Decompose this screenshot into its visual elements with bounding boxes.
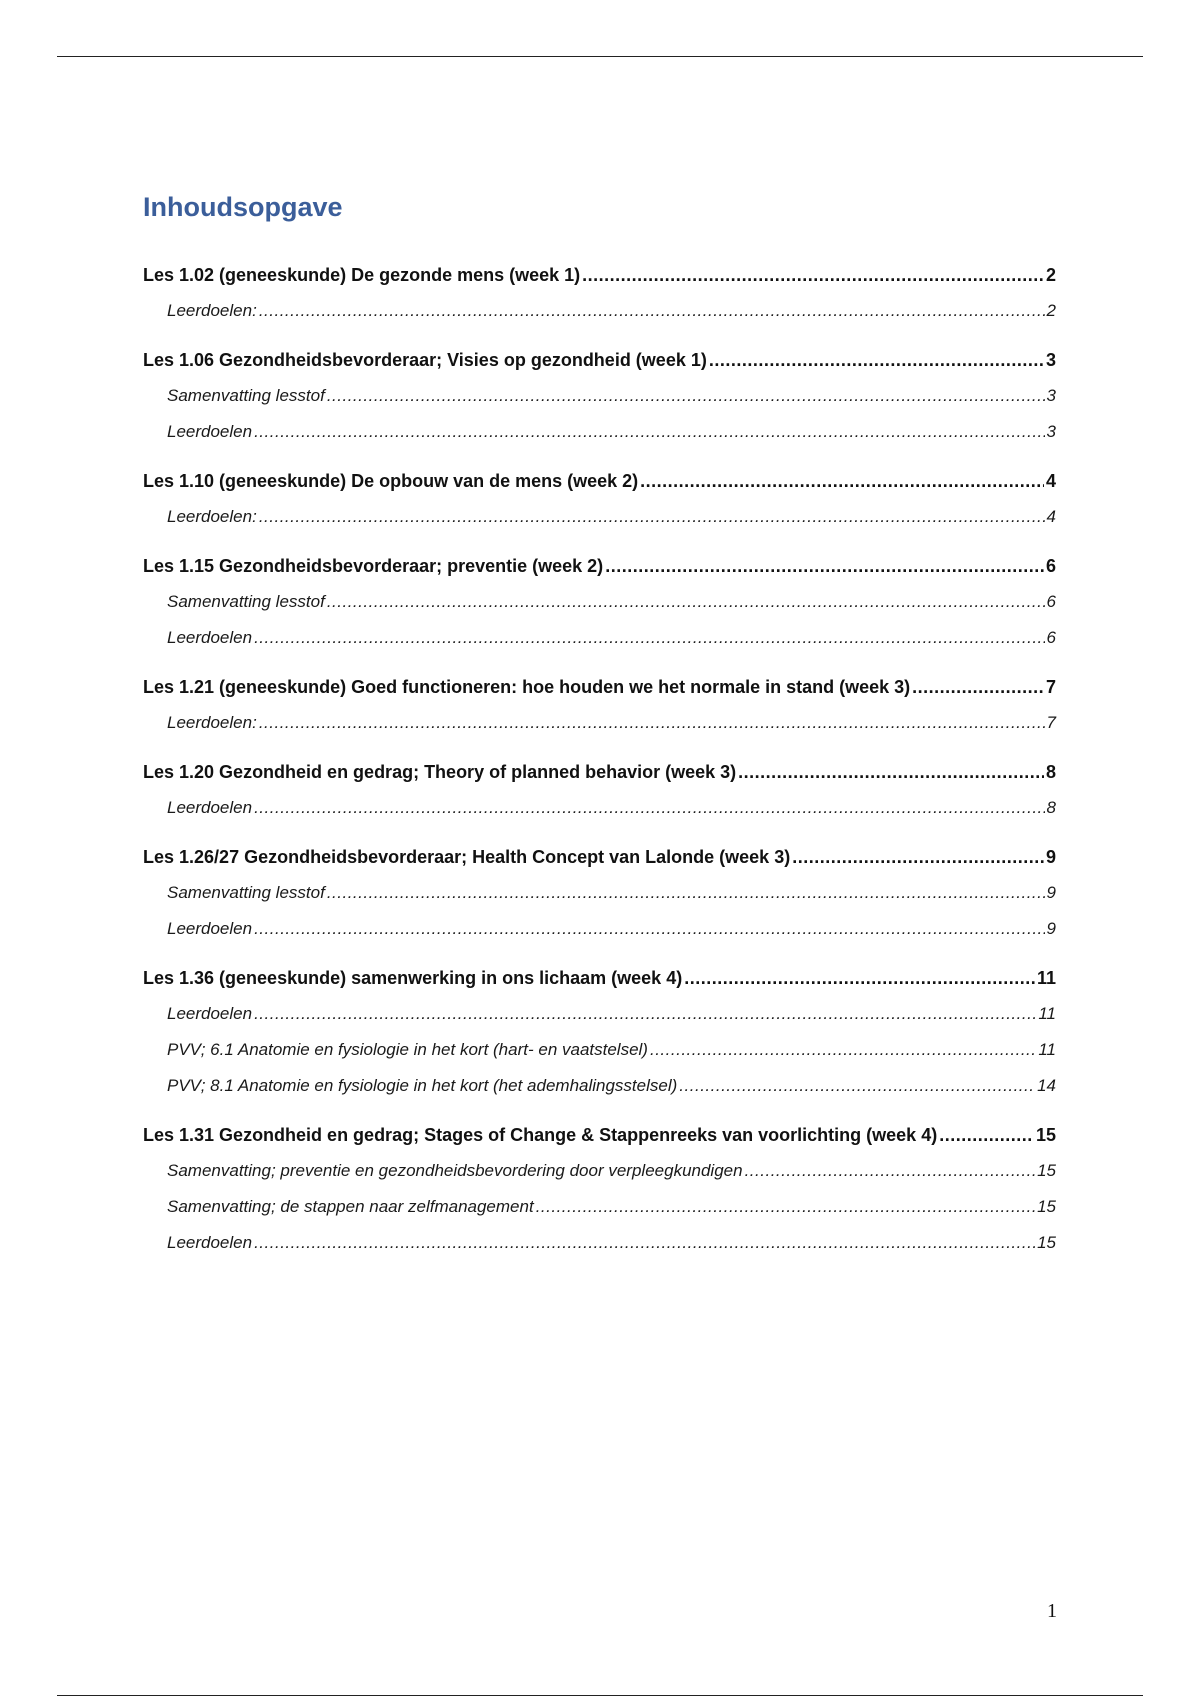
toc-section-entry[interactable] xyxy=(143,257,1056,293)
footer-rule xyxy=(57,1695,1143,1696)
toc-section-entry[interactable] xyxy=(143,754,1056,790)
toc-entry-label: Les 1.06 Gezondheidsbevorderaar; Visies op gezondheid (week 1) xyxy=(143,350,707,370)
toc-entry-label: Leerdoelen xyxy=(167,628,253,647)
toc-subsection-entry[interactable] xyxy=(143,1189,1056,1225)
toc-section-entry[interactable] xyxy=(143,548,1056,584)
toc-subsection-entry[interactable] xyxy=(143,790,1056,826)
toc-entry-page: 6 xyxy=(1046,628,1056,647)
toc-entry-page: 2 xyxy=(1045,265,1056,285)
toc-dot-leader xyxy=(939,1117,1034,1153)
toc-dot-leader xyxy=(709,342,1044,378)
toc-entry-label: Leerdoelen: xyxy=(167,713,257,732)
toc-subsection-entry[interactable] xyxy=(143,1153,1056,1189)
toc-entry-label: Les 1.36 (geneeskunde) samenwerking in ons lichaam (week 4) xyxy=(143,968,683,988)
toc-dot-leader xyxy=(605,548,1044,584)
toc-subsection-entry[interactable] xyxy=(143,414,1056,450)
toc-subsection-entry[interactable] xyxy=(143,996,1056,1032)
toc-entry-page: 4 xyxy=(1046,507,1056,526)
toc-entry-page: 7 xyxy=(1045,677,1056,697)
toc-entry-page: 3 xyxy=(1046,386,1056,405)
toc-entry-label: Samenvatting lesstof xyxy=(167,883,325,902)
toc-entry-page: 6 xyxy=(1046,592,1056,611)
table-of-contents xyxy=(143,187,1056,1261)
toc-subsection-entry[interactable] xyxy=(143,1068,1056,1104)
toc-dot-leader xyxy=(912,669,1044,705)
toc-entry-label: Samenvatting; preventie en gezondheidsbevordering door verpleegkundigen xyxy=(167,1161,743,1180)
toc-dot-leader xyxy=(254,1225,1035,1261)
toc-title: Inhoudsopgave xyxy=(143,192,343,222)
toc-entry-page: 11 xyxy=(1036,968,1056,988)
toc-dot-leader xyxy=(792,839,1044,875)
toc-list xyxy=(143,257,1056,1261)
toc-dot-leader xyxy=(650,1032,1036,1068)
toc-entry-label: Leerdoelen: xyxy=(167,507,257,526)
toc-dot-leader xyxy=(254,620,1044,656)
toc-subsection-entry[interactable] xyxy=(143,1032,1056,1068)
toc-entry-page: 15 xyxy=(1035,1125,1056,1145)
toc-entry-label: Les 1.26/27 Gezondheidsbevorderaar; Health Concept van Lalonde (week 3) xyxy=(143,847,791,867)
toc-entry-page: 9 xyxy=(1045,847,1056,867)
header-rule xyxy=(57,56,1143,57)
toc-dot-leader xyxy=(254,996,1036,1032)
toc-dot-leader xyxy=(679,1068,1035,1104)
toc-entry-page: 3 xyxy=(1046,422,1056,441)
toc-entry-label: Samenvatting lesstof xyxy=(167,592,325,611)
toc-subsection-entry[interactable] xyxy=(143,584,1056,620)
toc-dot-leader xyxy=(327,378,1045,414)
toc-subsection-entry[interactable] xyxy=(143,499,1056,535)
toc-entry-label: Les 1.31 Gezondheid en gedrag; Stages of Change & Stappenreeks van voorlichting (week 4) xyxy=(143,1125,938,1145)
toc-subsection-entry[interactable] xyxy=(143,705,1056,741)
toc-subsection-entry[interactable] xyxy=(143,620,1056,656)
toc-entry-label: Les 1.20 Gezondheid en gedrag; Theory of planned behavior (week 3) xyxy=(143,762,737,782)
toc-entry-label: Les 1.10 (geneeskunde) De opbouw van de mens (week 2) xyxy=(143,471,639,491)
toc-subsection-entry[interactable] xyxy=(143,378,1056,414)
toc-entry-page: 8 xyxy=(1045,762,1056,782)
toc-section-entry[interactable] xyxy=(143,342,1056,378)
toc-dot-leader xyxy=(745,1153,1036,1189)
toc-entry-page: 3 xyxy=(1045,350,1056,370)
toc-section-entry[interactable] xyxy=(143,1117,1056,1153)
toc-dot-leader xyxy=(254,790,1044,826)
toc-dot-leader xyxy=(536,1189,1035,1225)
toc-dot-leader xyxy=(254,911,1044,947)
toc-dot-leader xyxy=(327,584,1045,620)
toc-entry-label: Samenvatting lesstof xyxy=(167,386,325,405)
toc-dot-leader xyxy=(738,754,1044,790)
toc-entry-label: Leerdoelen xyxy=(167,422,253,441)
toc-entry-page: 11 xyxy=(1038,1004,1056,1023)
toc-entry-page: 9 xyxy=(1046,919,1056,938)
toc-entry-page: 2 xyxy=(1046,301,1056,320)
toc-entry-label: Leerdoelen xyxy=(167,919,253,938)
toc-entry-label: Les 1.21 (geneeskunde) Goed functioneren: hoe houden we het normale in stand (week 3) xyxy=(143,677,911,697)
toc-dot-leader xyxy=(259,499,1045,535)
toc-entry-page: 4 xyxy=(1045,471,1056,491)
toc-entry-page: 15 xyxy=(1037,1197,1056,1216)
toc-dot-leader xyxy=(327,875,1045,911)
toc-entry-label: Les 1.02 (geneeskunde) De gezonde mens (week 1) xyxy=(143,265,581,285)
toc-entry-page: 8 xyxy=(1046,798,1056,817)
toc-entry-page: 15 xyxy=(1037,1233,1056,1252)
toc-dot-leader xyxy=(259,705,1045,741)
toc-dot-leader xyxy=(259,293,1045,329)
toc-subsection-entry[interactable] xyxy=(143,293,1056,329)
toc-section-entry[interactable] xyxy=(143,960,1056,996)
toc-entry-label: Samenvatting; de stappen naar zelfmanagement xyxy=(167,1197,534,1216)
toc-entry-page: 14 xyxy=(1037,1076,1056,1095)
toc-entry-label: Leerdoelen xyxy=(167,798,253,817)
toc-entry-label: Leerdoelen xyxy=(167,1004,253,1023)
toc-subsection-entry[interactable] xyxy=(143,911,1056,947)
page-number: 1 xyxy=(1047,1600,1057,1622)
toc-entry-page: 11 xyxy=(1038,1040,1056,1059)
toc-entry-page: 7 xyxy=(1046,713,1056,732)
toc-entry-page: 6 xyxy=(1045,556,1056,576)
toc-entry-label: PVV; 6.1 Anatomie en fysiologie in het kort (hart- en vaatstelsel) xyxy=(167,1040,648,1059)
toc-entry-label: Leerdoelen xyxy=(167,1233,253,1252)
toc-dot-leader xyxy=(254,414,1044,450)
toc-entry-page: 9 xyxy=(1046,883,1056,902)
toc-section-entry[interactable] xyxy=(143,463,1056,499)
toc-subsection-entry[interactable] xyxy=(143,1225,1056,1261)
toc-entry-label: PVV; 8.1 Anatomie en fysiologie in het kort (het ademhalingsstelsel) xyxy=(167,1076,678,1095)
toc-dot-leader xyxy=(582,257,1044,293)
toc-dot-leader xyxy=(640,463,1044,499)
toc-entry-label: Leerdoelen: xyxy=(167,301,257,320)
toc-section-entry[interactable] xyxy=(143,669,1056,705)
toc-entry-page: 15 xyxy=(1037,1161,1056,1180)
toc-subsection-entry[interactable] xyxy=(143,875,1056,911)
toc-dot-leader xyxy=(684,960,1035,996)
toc-section-entry[interactable] xyxy=(143,839,1056,875)
toc-entry-label: Les 1.15 Gezondheidsbevorderaar; preventie (week 2) xyxy=(143,556,604,576)
